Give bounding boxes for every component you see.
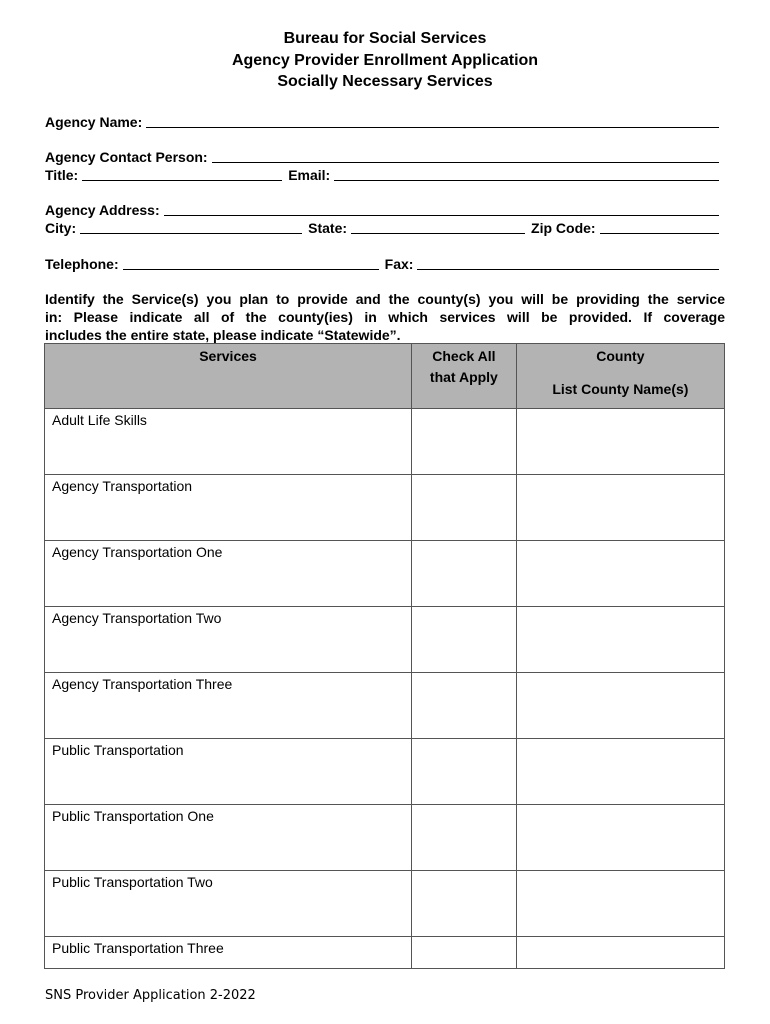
table-header-row: [45, 344, 725, 409]
services-column-header: [45, 344, 412, 409]
service-name-cell: Public Transportation Two: [45, 871, 412, 937]
check-cell[interactable]: [412, 805, 517, 871]
form-title-application: Agency Provider Enrollment Application: [231, 52, 539, 69]
check-cell[interactable]: [412, 871, 517, 937]
services-table: [44, 343, 725, 969]
service-name-cell: Public Transportation: [45, 739, 412, 805]
form-title-services: Socially Necessary Services: [277, 73, 493, 90]
check-cell[interactable]: [412, 409, 517, 475]
table-row: [45, 475, 725, 541]
agency-name-field[interactable]: [146, 115, 719, 128]
agency-address-label: Agency Address:: [45, 202, 160, 218]
telephone-fax-row: [45, 255, 725, 273]
state-label: State:: [308, 220, 348, 236]
instructions-line-1: Identify the Service(s) you plan to provide and the county(s) you will be providing the service: [45, 291, 725, 307]
table-row: [45, 673, 725, 739]
service-name-cell: Adult Life Skills: [45, 409, 412, 475]
title-email-row: [45, 166, 725, 184]
table-row: [45, 607, 725, 673]
contact-person-field[interactable]: [212, 150, 719, 163]
table-row: [45, 871, 725, 937]
title-field[interactable]: [82, 168, 282, 181]
telephone-field[interactable]: [123, 257, 379, 270]
agency-name-row: [45, 113, 725, 131]
check-cell[interactable]: [412, 475, 517, 541]
instructions-paragraph: [45, 290, 725, 344]
table-row: [45, 739, 725, 805]
county-cell[interactable]: [516, 673, 724, 739]
check-cell[interactable]: [412, 541, 517, 607]
table-row: [45, 541, 725, 607]
service-name-cell: Agency Transportation One: [45, 541, 412, 607]
fax-label: Fax:: [384, 256, 414, 272]
contact-person-label: Agency Contact Person:: [45, 149, 208, 165]
service-name-cell: Public Transportation Three: [45, 937, 412, 969]
county-cell[interactable]: [516, 475, 724, 541]
title-label: Title:: [45, 167, 79, 183]
address-row: [45, 201, 725, 219]
county-cell[interactable]: [516, 805, 724, 871]
check-all-column-header: [412, 344, 517, 409]
services-header-label: Services: [199, 348, 257, 364]
check-cell[interactable]: [412, 739, 517, 805]
telephone-label: Telephone:: [45, 256, 119, 272]
check-all-header-line-2: that Apply: [429, 369, 498, 385]
agency-name-label: Agency Name:: [45, 114, 143, 130]
city-label: City:: [45, 220, 77, 236]
state-field[interactable]: [351, 221, 525, 234]
contact-person-row: [45, 148, 725, 166]
county-cell[interactable]: [516, 409, 724, 475]
check-cell[interactable]: [412, 937, 517, 969]
table-row: [45, 937, 725, 969]
page-footer: SNS Provider Application 2-2022: [45, 988, 256, 1003]
service-name-cell: Agency Transportation Three: [45, 673, 412, 739]
agency-address-field[interactable]: [164, 203, 719, 216]
email-label: Email:: [288, 167, 331, 183]
check-all-header-line-1: Check All: [432, 348, 496, 364]
service-name-cell: Public Transportation One: [45, 805, 412, 871]
county-cell[interactable]: [516, 607, 724, 673]
form-title-bureau: Bureau for Social Services: [283, 30, 487, 47]
city-state-zip-row: [45, 219, 725, 237]
county-header-line-1: County: [596, 348, 645, 364]
table-row: [45, 409, 725, 475]
table-row: [45, 805, 725, 871]
county-cell[interactable]: [516, 541, 724, 607]
zip-code-field[interactable]: [600, 221, 719, 234]
email-field[interactable]: [334, 168, 719, 181]
county-column-header: [516, 344, 724, 409]
county-cell[interactable]: [516, 937, 724, 969]
county-header-line-2: List County Name(s): [552, 381, 689, 397]
county-cell[interactable]: [516, 739, 724, 805]
service-name-cell: Agency Transportation: [45, 475, 412, 541]
county-cell[interactable]: [516, 871, 724, 937]
service-name-cell: Agency Transportation Two: [45, 607, 412, 673]
city-field[interactable]: [80, 221, 302, 234]
zip-code-label: Zip Code:: [531, 220, 596, 236]
instructions-line-3: includes the entire state, please indicate “Statewide”.: [45, 327, 401, 343]
fax-field[interactable]: [417, 257, 719, 270]
instructions-line-2: in: Please indicate all of the county(ies) in which services will be provided. If coverage: [45, 309, 725, 325]
check-cell[interactable]: [412, 607, 517, 673]
check-cell[interactable]: [412, 673, 517, 739]
